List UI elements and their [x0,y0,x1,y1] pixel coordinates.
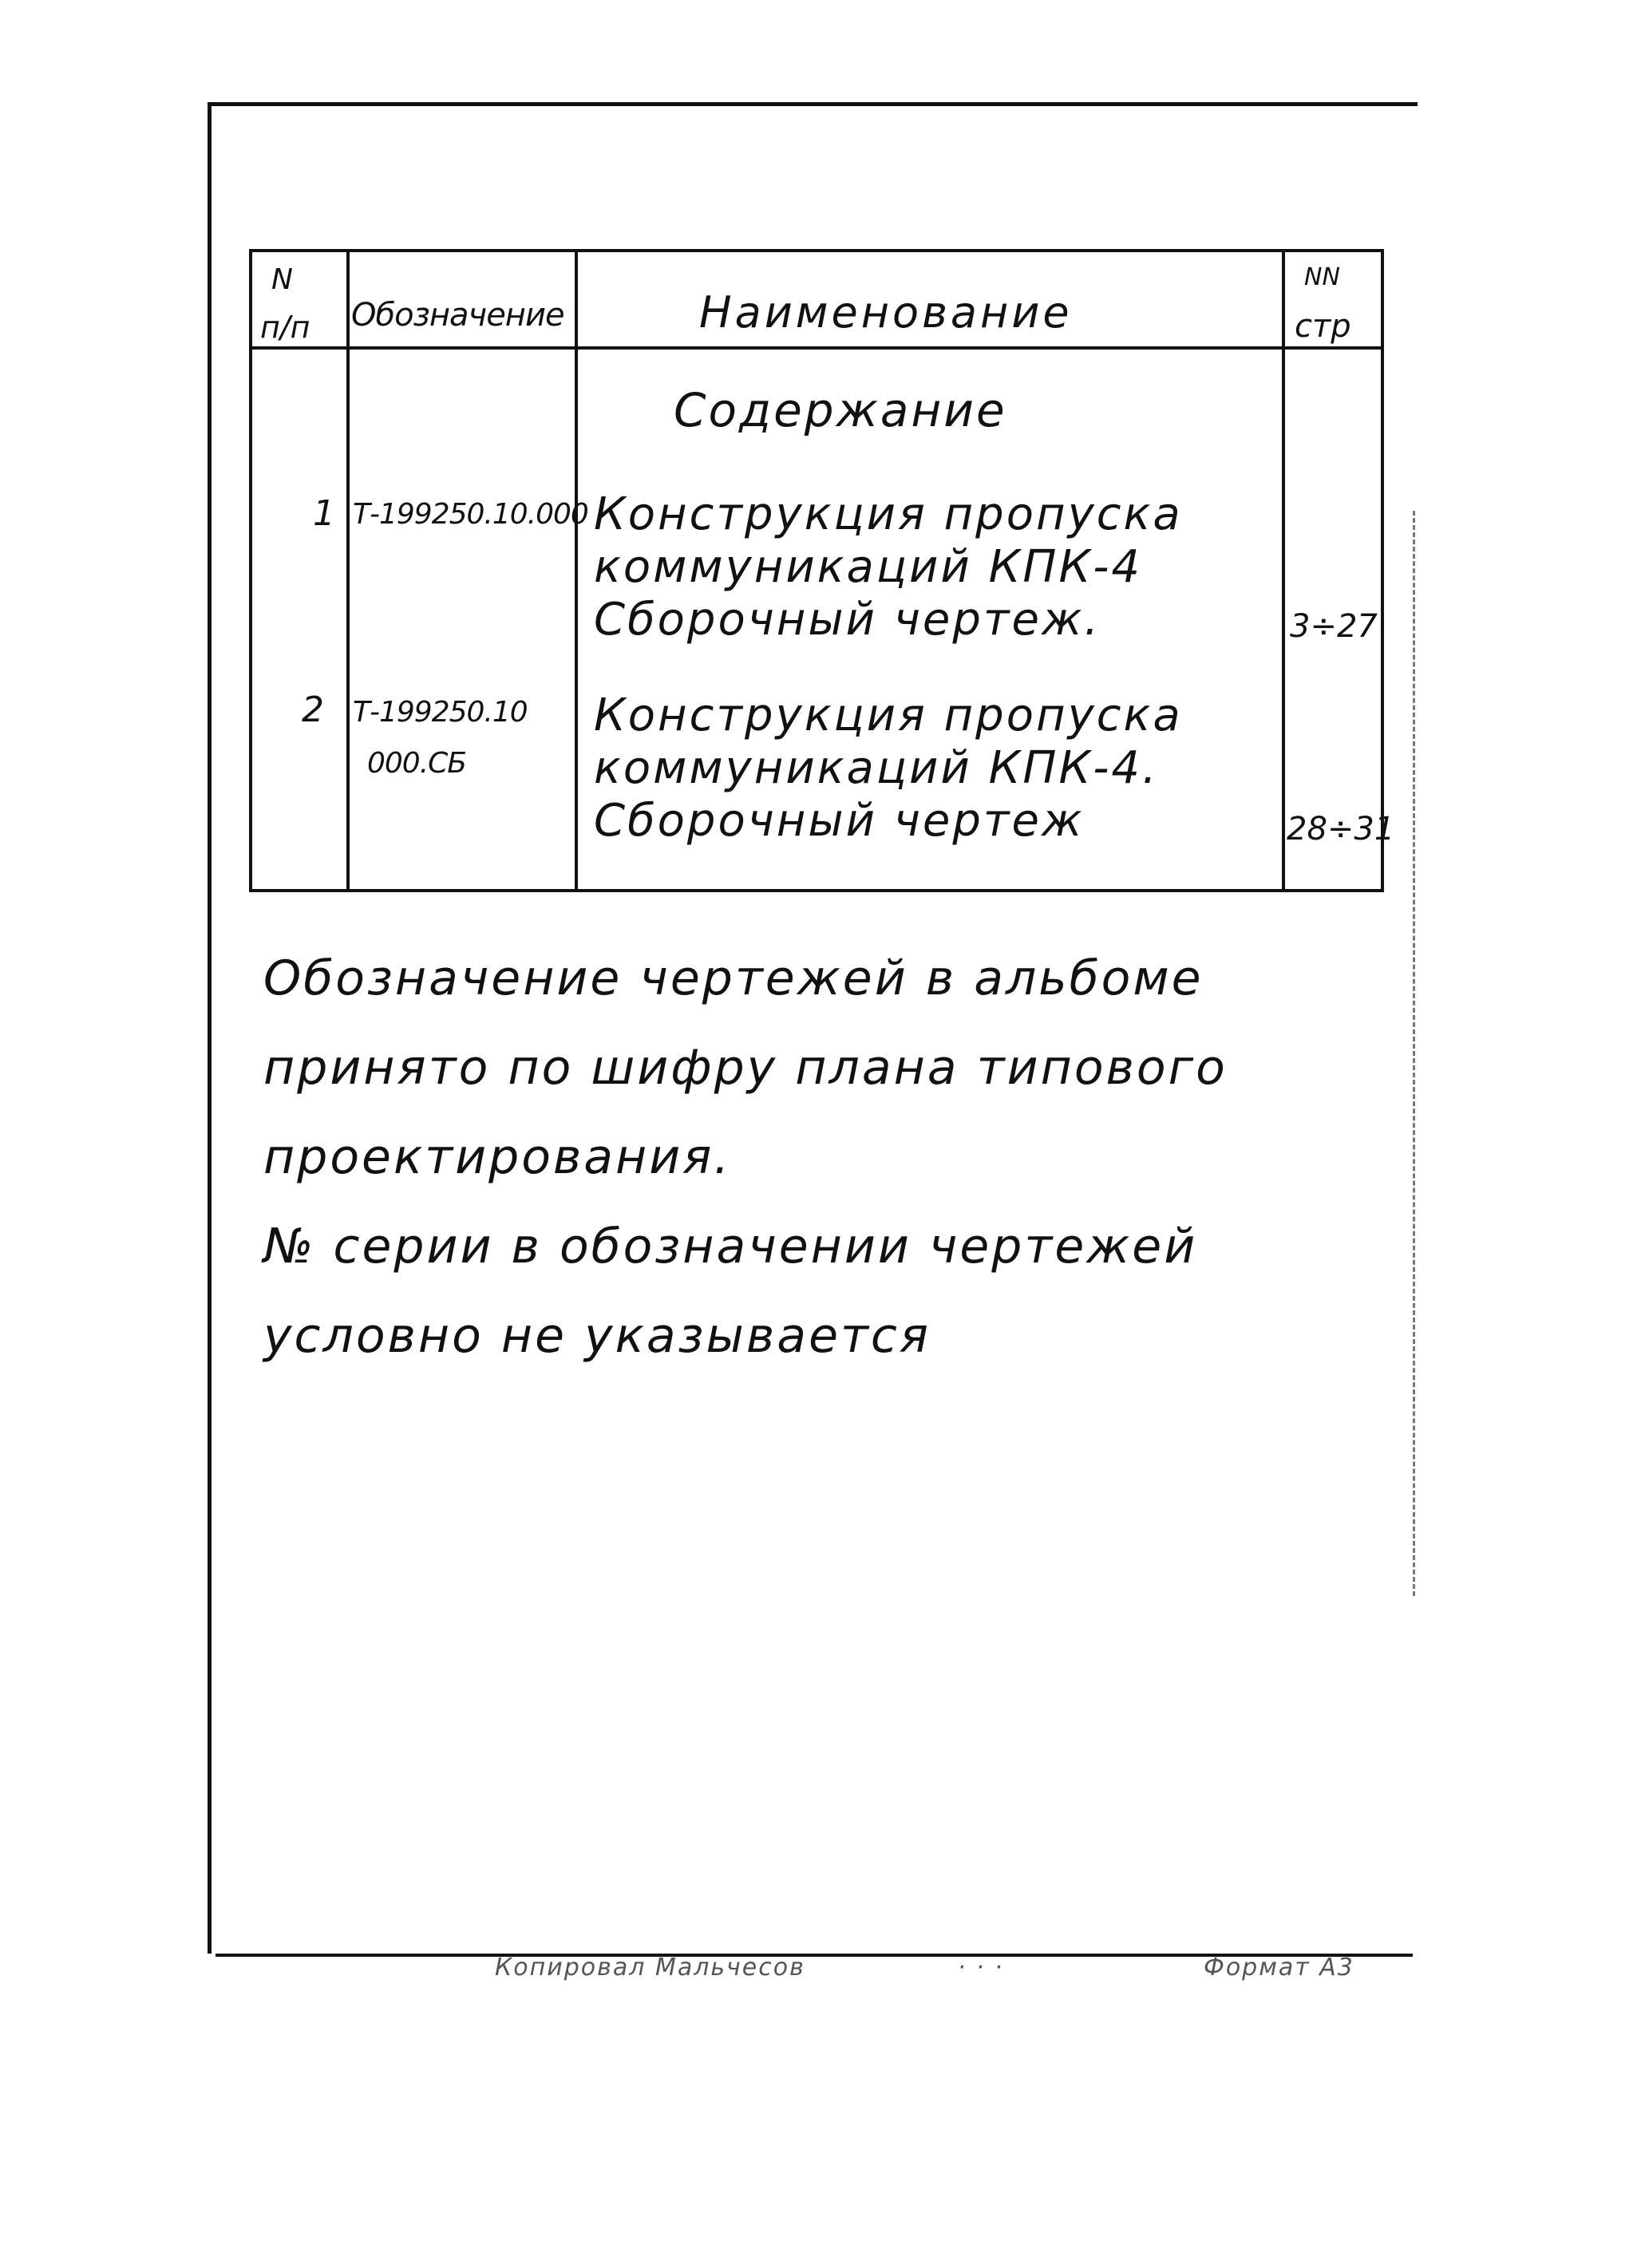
note-line-2: принято по шифру плана типового [263,1040,1228,1096]
note-line-1: Обозначение чертежей в альбоме [263,950,1204,1006]
footer-format: Формат А3 [1204,1954,1354,1982]
row-2-designation-line2: 000.СБ [367,747,466,780]
header-name: Наименование [699,287,1073,338]
row-1-name-line3: Сборочный чертеж. [594,594,1101,646]
row-2-name-line1: Конструкция пропуска [594,689,1183,741]
row-2-name-line3: Сборочный чертеж [594,795,1085,847]
note-line-3: проектирования. [263,1129,732,1185]
header-pages-line1: NN [1304,263,1340,291]
frame-left-border [208,102,212,1954]
section-title: Содержание [674,383,1007,437]
row-2-number: 2 [302,689,324,730]
row-1-pages: 3÷27 [1290,608,1378,645]
contents-table [249,249,1395,892]
header-pages-line2: стр [1295,308,1351,345]
header-divider [252,346,1381,350]
note-text [263,934,1228,1381]
header-number-line1: N [271,263,293,296]
frame-top-border [208,102,1418,106]
row-1-designation: Т-199250.10.000 [353,498,588,531]
row-2-pages: 28÷31 [1287,811,1395,848]
frame-right-edge [1413,511,1415,1596]
row-1-name-line2: коммуникаций КПК-4 [594,541,1143,593]
row-1-number: 1 [313,493,335,534]
footer-middle: · · · [958,1954,1004,1982]
header-designation: Обозначение [351,297,564,334]
row-2-designation-line1: Т-199250.10 [353,696,528,729]
note-line-5: условно не указывается [263,1308,931,1364]
header-number-line2: п/п [260,310,310,345]
note-line-4: № серии в обозначении чертежей [263,1219,1198,1274]
row-1-name-line1: Конструкция пропуска [594,488,1183,540]
row-2-name-line2: коммуникаций КПК-4. [594,742,1159,794]
footer-copied-by: Копировал Мальчесов [495,1954,805,1982]
